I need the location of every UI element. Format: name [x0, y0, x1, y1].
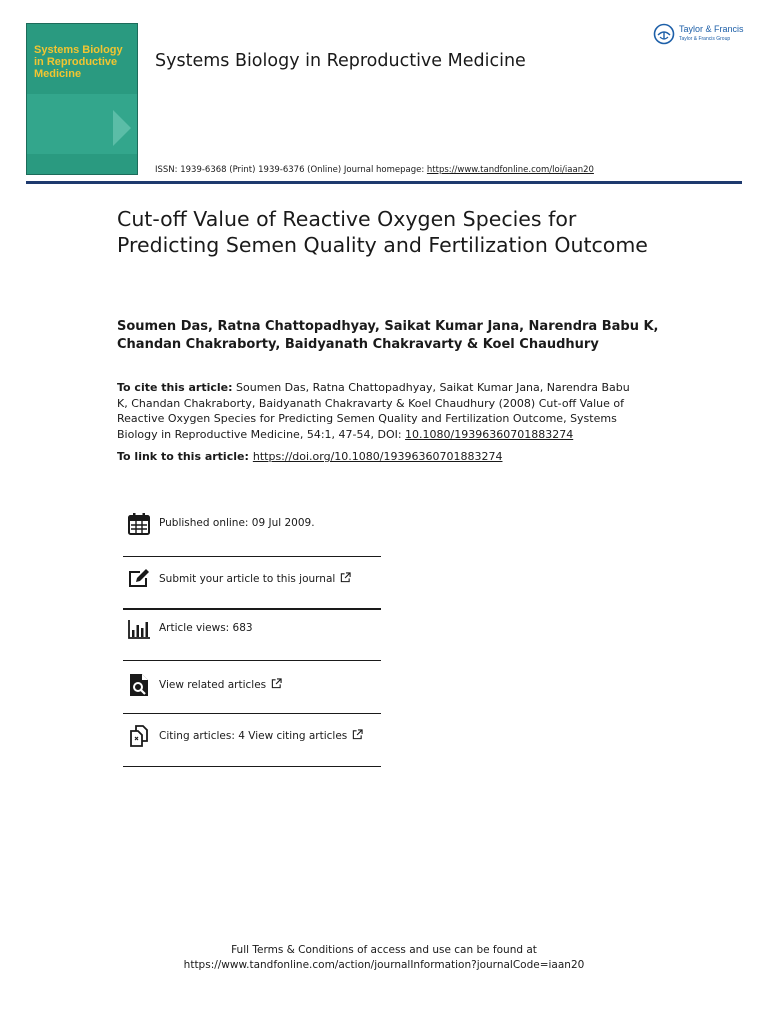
article-link-line	[117, 449, 677, 464]
issn-text: ISSN: 1939-6368 (Print) 1939-6376 (Online) Journal homepage:	[155, 165, 427, 175]
external-link-icon	[352, 729, 363, 740]
citing-articles-link[interactable]	[159, 729, 363, 742]
article-doi-url[interactable]: https://doi.org/10.1080/19396360701883274	[252, 450, 503, 463]
issn-line	[155, 165, 594, 175]
link-label: To link to this article:	[117, 450, 249, 463]
document-search-icon	[127, 673, 151, 697]
calendar-icon	[127, 512, 151, 536]
submit-article-label: Submit your article to this journal	[159, 573, 336, 585]
article-title: Cut-off Value of Reactive Oxygen Species for Predicting Semen Quality and Fertilization Outcome	[117, 207, 648, 257]
journal-homepage-link[interactable]: https://www.tandfonline.com/loi/iaan20	[426, 165, 594, 175]
journal-name: Systems Biology in Reproductive Medicine	[155, 51, 526, 71]
published-online-label: Published online: 09 Jul 2009.	[159, 517, 315, 529]
related-articles-row[interactable]	[123, 659, 381, 711]
journal-cover-image	[26, 23, 138, 175]
external-link-icon	[340, 572, 351, 583]
article-views-row	[123, 603, 381, 655]
cover-arrow-shape	[113, 110, 131, 146]
publisher-logo[interactable]	[653, 22, 753, 48]
citing-articles-label: Citing articles: 4 View citing articles	[159, 730, 348, 742]
citing-articles-row[interactable]	[123, 710, 381, 762]
article-views-label: Article views: 683	[159, 622, 253, 634]
submit-article-link[interactable]	[159, 572, 351, 585]
submit-article-row[interactable]	[123, 553, 381, 605]
cover-title: Systems Biology in Reproductive Medicine	[34, 44, 123, 80]
external-link-icon	[271, 678, 282, 689]
citation-label: To cite this article:	[117, 381, 233, 394]
citation-doi-link[interactable]: 10.1080/19396360701883274	[405, 427, 574, 441]
terms-text: Full Terms & Conditions of access and use can be found at	[231, 944, 537, 956]
header-divider	[26, 181, 742, 184]
article-authors: Soumen Das, Ratna Chattopadhyay, Saikat Kumar Jana, Narendra Babu K, Chandan Chakraborty, Baidyanath Chakravarty & Koel Chaudhury	[117, 319, 659, 352]
related-articles-link[interactable]	[159, 678, 282, 691]
info-divider	[123, 766, 381, 767]
publisher-name: Taylor & Francis	[679, 24, 744, 34]
terms-footer	[0, 943, 768, 973]
edit-pencil-icon	[127, 567, 151, 591]
citing-documents-icon	[127, 724, 151, 748]
citation-text: Soumen Das, Ratna Chattopadhyay, Saikat Kumar Jana, Narendra Babu K, Chandan Chakraborty, Baidyanath Chakravarty & Koel Chaudhury (2008) Cut-off Value of Reactive Oxygen Species for Predicting Semen Quality and Fertilization Outcome, Systems Biology in Reproductive Medicine, 54:1, 47-54, DOI:	[117, 381, 630, 441]
taylor-francis-logo-icon	[653, 23, 675, 45]
related-articles-label: View related articles	[159, 679, 267, 691]
published-online-row	[123, 498, 381, 550]
bar-chart-icon	[127, 617, 151, 641]
citation-block	[117, 380, 637, 442]
publisher-group: Taylor & Francis Group	[679, 36, 731, 42]
terms-url[interactable]: https://www.tandfonline.com/action/journalInformation?journalCode=iaan20	[183, 959, 585, 971]
